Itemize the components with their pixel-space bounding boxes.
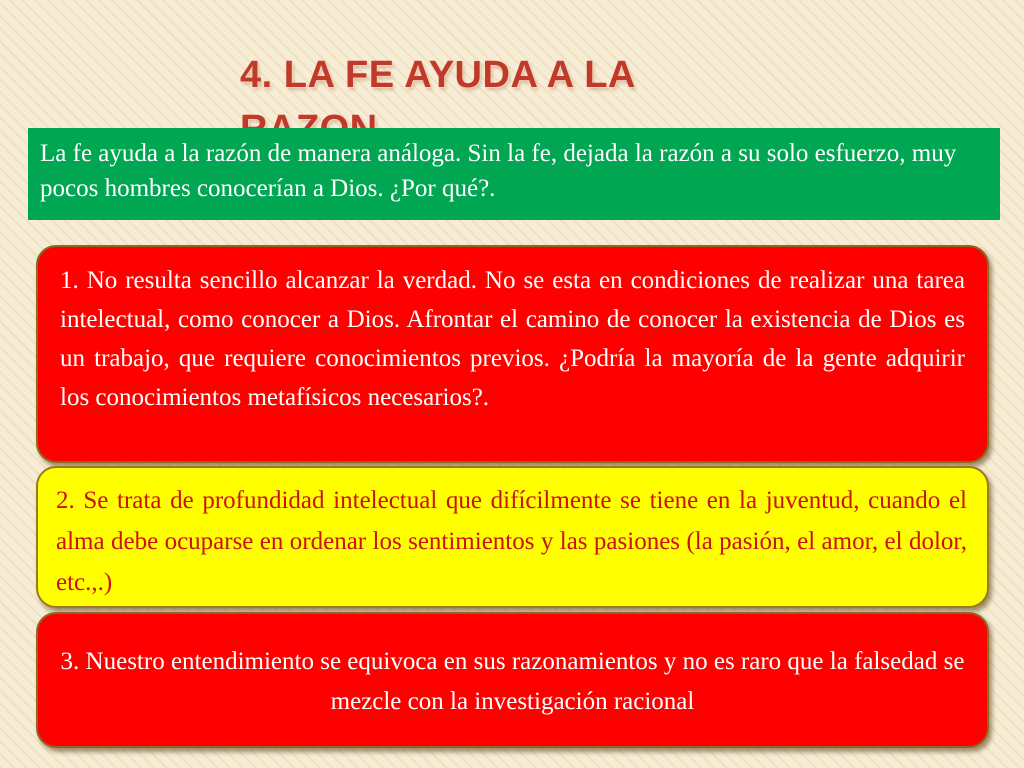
point-card-3 — [36, 612, 989, 748]
intro-box — [28, 128, 1000, 220]
slide-title: 4. LA FE AYUDA A LA — [240, 54, 635, 96]
point-text-1: 1. No resulta sencillo alcanzar la verdad. No se esta en condiciones de realizar una tarea intelectual, como conocer a Dios. Afrontar el camino de conocer la existencia de Dios es un trabajo, que requiere conocimientos previos. ¿Podría la mayoría de la gente adquirir los conocimientos metafísicos necesarios?. — [60, 267, 965, 411]
intro-text: La fe ayuda a la razón de manera análoga. Sin la fe, dejada la razón a su solo esfuerzo, muy pocos hombres conocerían a Dios. ¿Por qué?. — [40, 140, 957, 202]
point-card-1 — [36, 245, 989, 463]
point-text-2: 2. Se trata de profundidad intelectual que difícilmente se tiene en la juventud, cuando el alma debe ocuparse en ordenar los sentimientos y las pasiones (la pasión, el amor, el dolor, etc.,.) — [56, 487, 967, 596]
point-card-2 — [36, 466, 989, 608]
point-text-3: 3. Nuestro entendimiento se equivoca en sus razonamientos y no es raro que la falsedad se mezcle con la investigación racional — [60, 648, 965, 715]
